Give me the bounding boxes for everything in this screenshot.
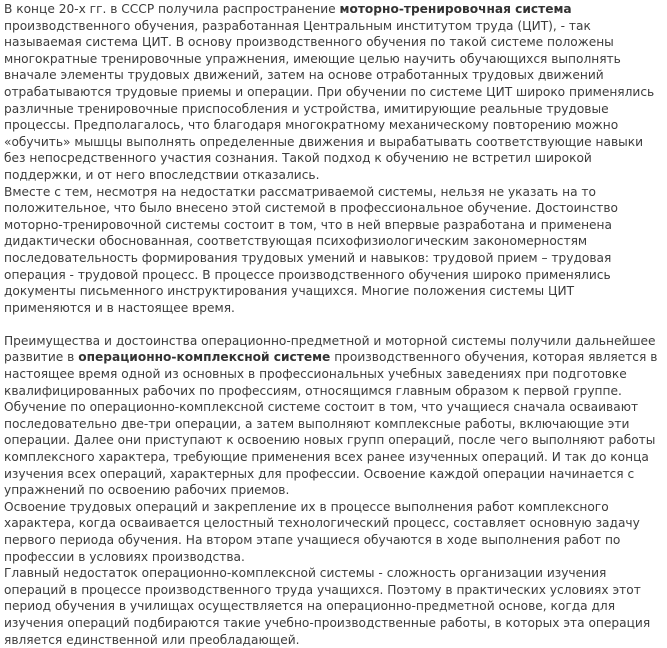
paragraph-cit-advantages: Вместе с тем, несмотря на недостатки рассматриваемой системы, нельзя не указать на то положительное, что было внесено этой системой в профессиональное обучение. Достоинство моторно-тренировочной системы состоит в том, что в ней впервые разработана и применена дидактически обоснованная, соответствующая психофизиологическим закономерностям последовательность формирования трудовых умений и навыков: трудовой прием – трудовая операция - трудовой процесс. В процессе производственного обучения широко применялись документы письменного инструктирования учащихся. Многие положения системы ЦИТ применяются и в настоящее время. — [4, 184, 618, 315]
paragraph-operation-complex-method: Обучение по операционно-комплексной системе состоит в том, что учащиеся сначала осваивают последовательно две-три операции, а затем выполняют комплексные работы, включающие эти операции. Далее они приступают к освоению новых групп операций, после чего выполняют работы комплексного характера, требующие применения всех ранее изученных операций. И так до конца изучения всех операций, характерных для профессии. Освоение каждой операции начинается с упражнений по освоению рабочих приемов. — [4, 400, 656, 498]
paragraph-operation-mastery: Освоение трудовых операций и закрепление их в процессе выполнения работ комплексного характера, когда осваивается целостный технологический процесс, составляет основную задачу первого периода обучения. На втором этапе учащиеся обучаются в ходе выполнения работ по профессии в условиях производства. — [4, 499, 640, 564]
paragraph-text: производственного обучения, которая является в настоящее время одной из основных в профессиональных учебных заведениях при подготовке квалифицированных рабочих по профессиям, относящимся главным образом к первой группе. — [4, 350, 658, 398]
paragraph-cit-system — [4, 1, 663, 184]
term-operation-complex-system: операционно-комплексной системе — [78, 350, 331, 365]
paragraph-text: производственного обучения, разработанная Центральным институтом труда (ЦИТ), - так называемая система ЦИТ. В основу производственного обучения по такой системе положены многократные тренировочные упражнения, имеющие целью научить обучающихся выполнять вначале элементы трудовых движений, затем на основе отработанных трудовых движений отрабатываются трудовые приемы и операции. При обучении по системе ЦИТ широко применялись различные тренировочные приспособления и устройства, имитирующие реальные трудовые процессы. Предполагалось, что благодаря многократному механическому повторению можно «обучить» мышцы выполнять определенные движения и вырабатывать соответствующие навыки без непосредственного участия сознания. Такой подход к обучению не встретил широкой поддержки, и от него впоследствии отказались. — [4, 18, 655, 182]
paragraph-main-drawback: Главный недостаток операционно-комплексной системы - сложность организации изучения операций в процессе производственного труда учащихся. Поэтому в практических условиях этот период обучения в училищах осуществляется на операционно-предметной основе, когда для изучения операций подбираются такие учебно-производственные работы, в которых эта операция является единственной или преобладающей. — [4, 566, 651, 647]
paragraph-text: Преимущества и достоинства операционно-предметной и моторной системы получили дальнейшее развитие в — [4, 333, 656, 365]
paragraph-spacer — [4, 316, 663, 333]
paragraph-operation-complex-intro — [4, 333, 663, 399]
term-motor-training-system: моторно-тренировочная система — [339, 2, 572, 16]
paragraph-text: В конце 20-х гг. в СССР получила распространение — [4, 2, 340, 16]
